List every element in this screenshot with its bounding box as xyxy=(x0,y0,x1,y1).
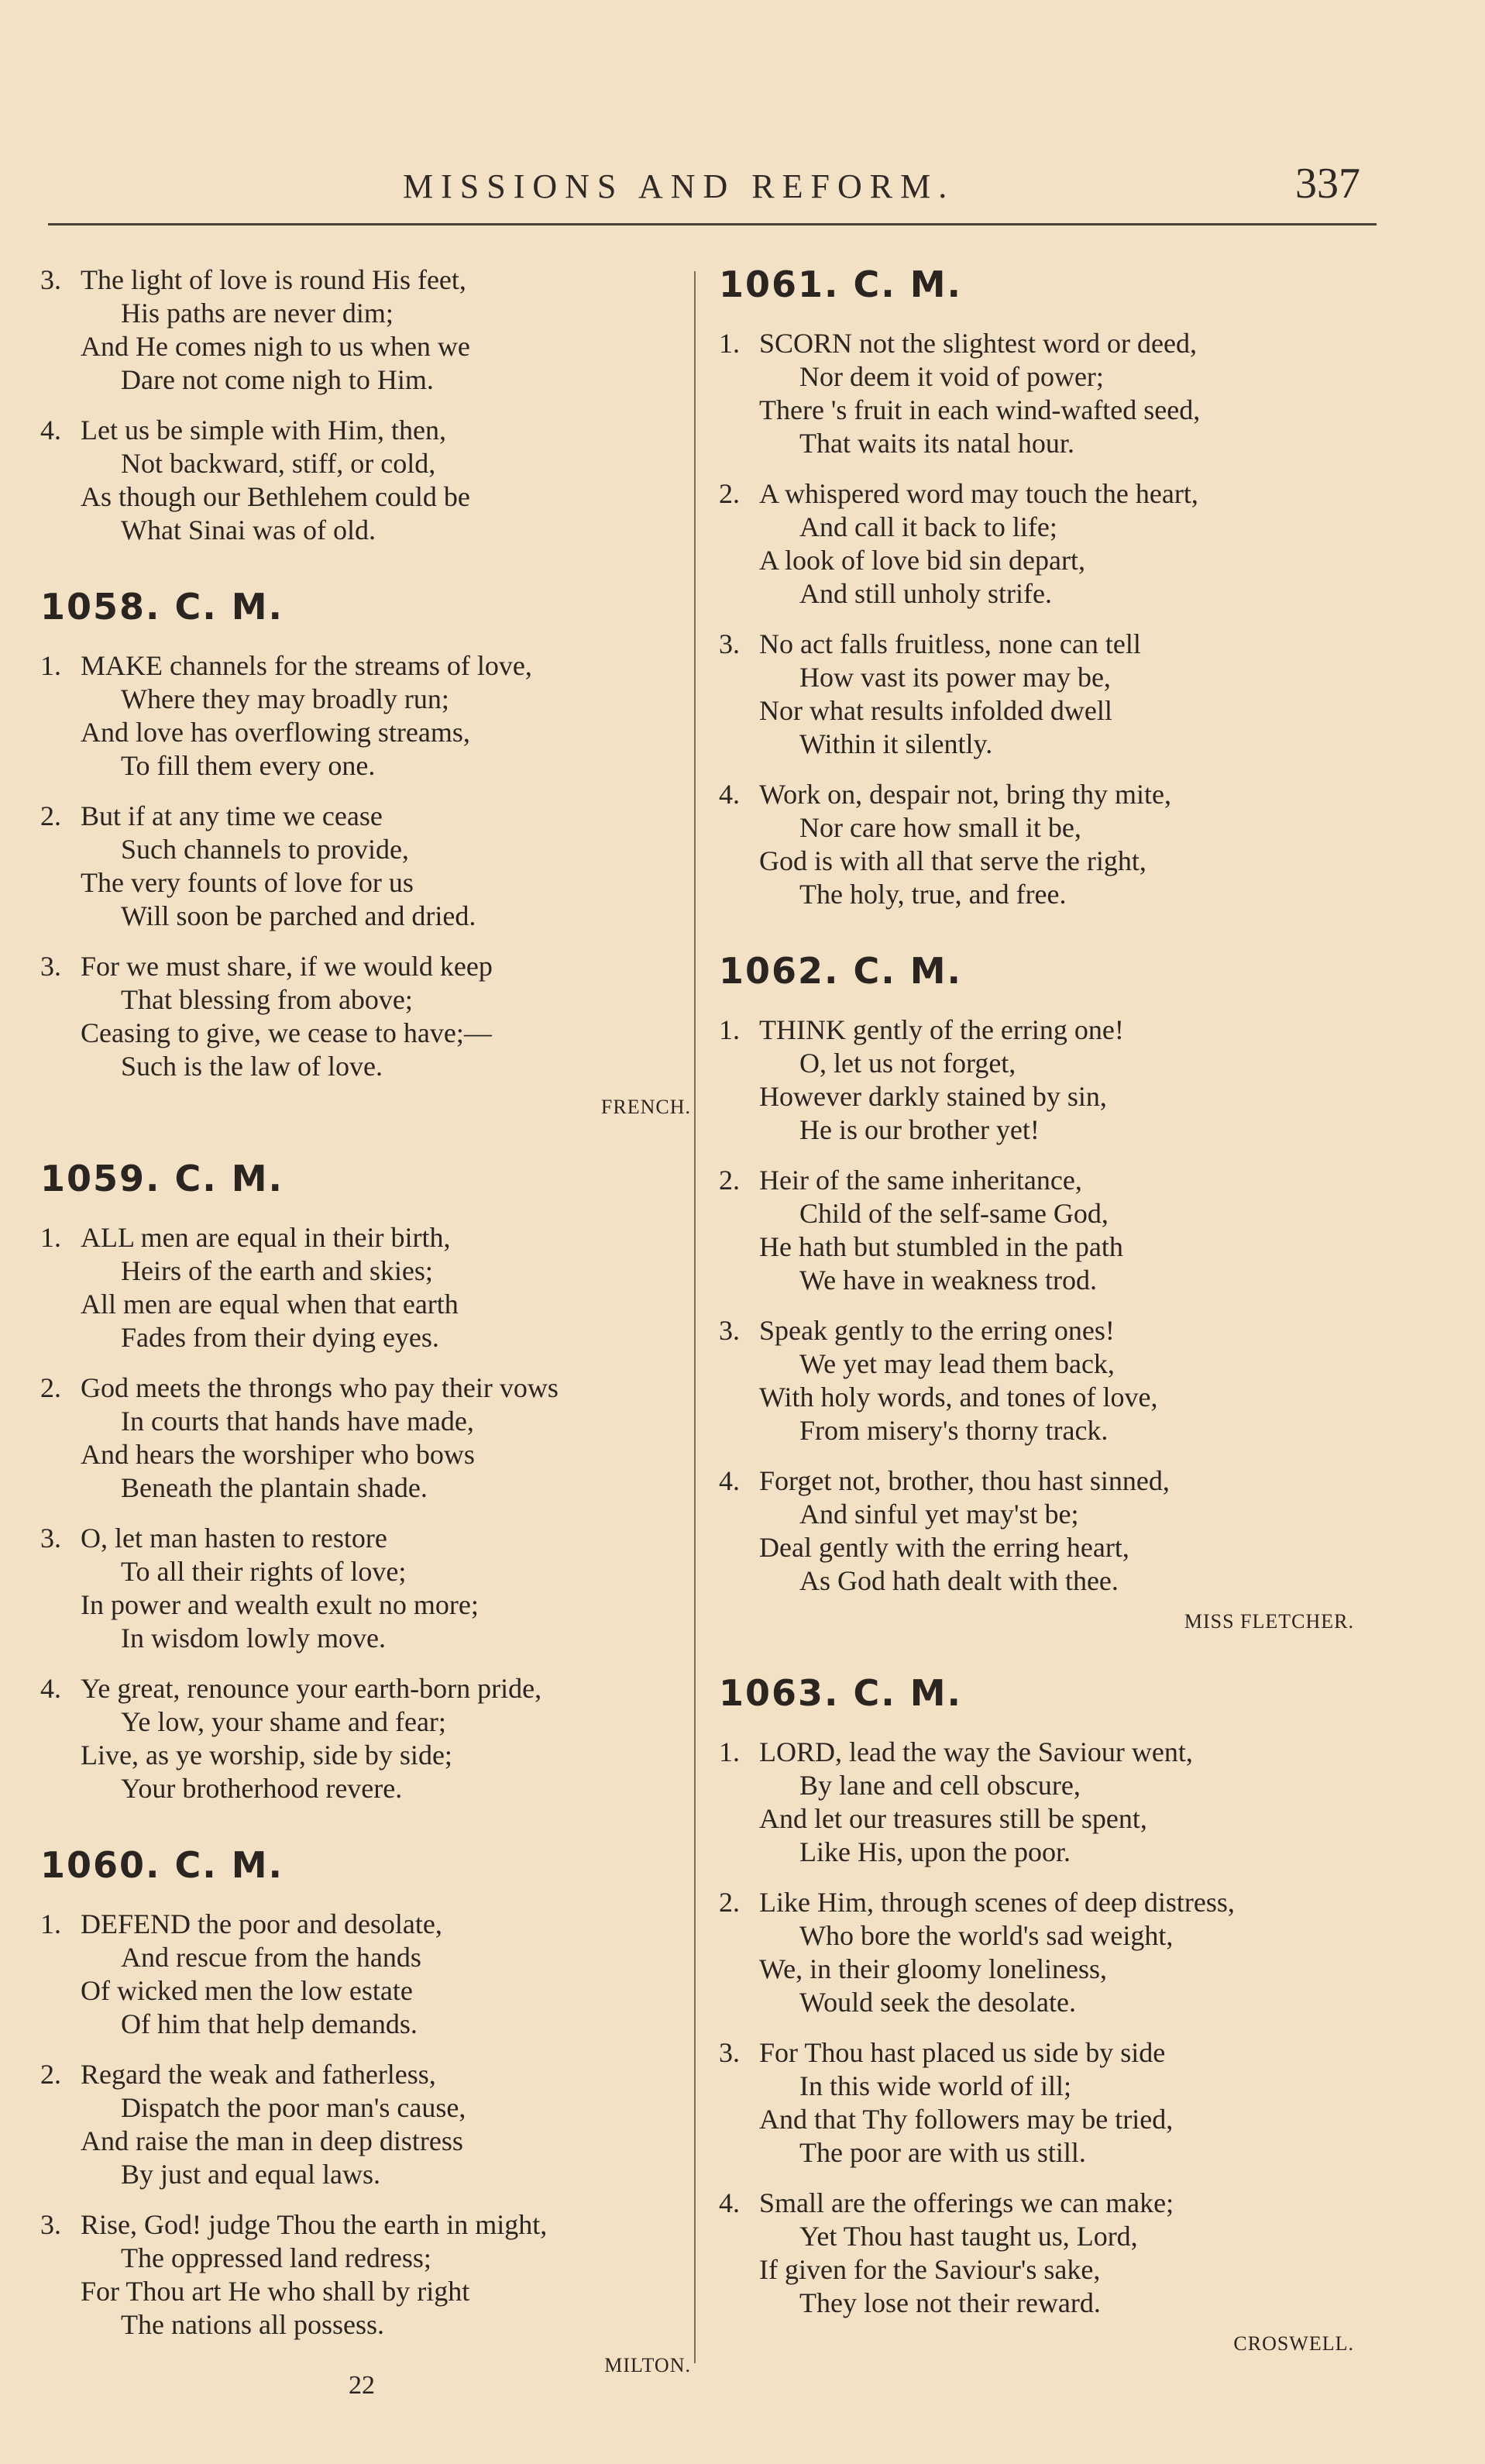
verse-text: Not backward, stiff, or cold, xyxy=(121,448,436,479)
continued-hymn xyxy=(40,263,691,547)
stanza xyxy=(40,2208,691,2342)
verse-text: A whispered word may touch the heart, xyxy=(759,478,1198,509)
verse-line xyxy=(719,1080,1354,1113)
signature-mark: 22 xyxy=(349,2371,375,2400)
verse-line xyxy=(719,511,1354,544)
verse-line xyxy=(40,1672,691,1705)
verse-line xyxy=(719,1531,1354,1564)
page-header xyxy=(0,159,1485,213)
verse-text: How vast its power may be, xyxy=(799,662,1111,693)
verse-text: And sinful yet may'st be; xyxy=(799,1499,1079,1530)
verse-text: Of him that help demands. xyxy=(121,2008,418,2039)
verse-text: O, let man hasten to restore xyxy=(81,1523,387,1554)
column-divider xyxy=(694,271,696,2363)
verse-line xyxy=(719,1047,1354,1080)
hymn-1060 xyxy=(40,1844,691,2377)
verse-line xyxy=(719,1498,1354,1531)
verse-line xyxy=(40,363,691,397)
stanza-number: 3. xyxy=(40,951,61,982)
verse-text: In courts that hands have made, xyxy=(121,1406,474,1437)
verse-line xyxy=(40,2275,691,2308)
verse-line xyxy=(40,2308,691,2342)
verse-line xyxy=(719,628,1354,661)
verse-line xyxy=(719,360,1354,394)
stanza-number: 1. xyxy=(40,1222,61,1253)
verse-line xyxy=(40,1588,691,1622)
verse-text: Within it silently. xyxy=(799,728,993,759)
stanza-number: 4. xyxy=(719,2187,740,2218)
stanza-number: 1. xyxy=(719,1014,740,1045)
verse-line xyxy=(719,1414,1354,1447)
verse-line xyxy=(719,1347,1354,1381)
verse-text: And rescue from the hands xyxy=(121,1942,421,1973)
hymn-1062 xyxy=(719,950,1354,1633)
verse-text: The very founts of love for us xyxy=(81,867,414,898)
verse-line xyxy=(719,811,1354,845)
verse-text: For Thou hast placed us side by side xyxy=(759,2037,1166,2068)
verse-text: We have in weakness trod. xyxy=(799,1265,1097,1296)
stanza-number: 2. xyxy=(40,2059,61,2090)
verse-line xyxy=(719,577,1354,611)
verse-text: Small are the offerings we can make; xyxy=(759,2187,1174,2218)
running-title: MISSIONS AND REFORM. xyxy=(403,167,955,205)
verse-line xyxy=(40,447,691,480)
author-attribution: MILTON. xyxy=(604,2354,691,2376)
verse-text: As though our Bethlehem could be xyxy=(81,481,470,512)
stanza-number: 3. xyxy=(719,1315,740,1346)
verse-line xyxy=(719,2187,1354,2220)
verse-line xyxy=(40,1705,691,1739)
verse-line xyxy=(40,1471,691,1505)
verse-line xyxy=(40,1254,691,1288)
verse-text: Who bore the world's sad weight, xyxy=(799,1920,1174,1951)
verse-line xyxy=(719,1802,1354,1836)
verse-text: Nor what results infolded dwell xyxy=(759,695,1112,726)
verse-line xyxy=(40,983,691,1017)
verse-line xyxy=(40,833,691,866)
stanza-number: 1. xyxy=(719,1736,740,1767)
verse-text: SCORN not the slightest word or deed, xyxy=(759,328,1197,359)
verse-line xyxy=(719,1230,1354,1264)
verse-line xyxy=(40,297,691,330)
stanza xyxy=(40,263,691,397)
verse-line xyxy=(719,1564,1354,1598)
verse-line xyxy=(719,2136,1354,2170)
verse-text: We, in their gloomy loneliness, xyxy=(759,1953,1108,1984)
verse-line xyxy=(40,649,691,683)
verse-line xyxy=(40,1908,691,1941)
stanza-number: 1. xyxy=(719,328,740,359)
verse-line xyxy=(719,1381,1354,1414)
verse-line xyxy=(40,480,691,514)
verse-line xyxy=(719,2287,1354,2320)
stanza xyxy=(40,1672,691,1805)
verse-line xyxy=(40,1288,691,1321)
verse-text: Will soon be parched and dried. xyxy=(121,900,476,931)
stanza xyxy=(40,1908,691,2041)
hymn-number-heading: 1059. C. M. xyxy=(40,1158,284,1199)
stanza xyxy=(40,800,691,933)
verse-line xyxy=(40,2208,691,2242)
verse-text: And raise the man in deep distress xyxy=(81,2125,463,2156)
verse-line xyxy=(40,1739,691,1772)
verse-text: There 's fruit in each wind-wafted seed, xyxy=(759,394,1201,425)
verse-line xyxy=(40,1438,691,1471)
verse-line xyxy=(719,661,1354,694)
hymn-number-heading: 1063. C. M. xyxy=(719,1672,963,1714)
verse-text: For Thou art He who shall by right xyxy=(81,2276,470,2307)
verse-line xyxy=(40,1017,691,1050)
verse-text: In this wide world of ill; xyxy=(799,2070,1071,2101)
verse-line xyxy=(40,2242,691,2275)
verse-line xyxy=(719,2036,1354,2070)
verse-line xyxy=(40,2058,691,2091)
verse-text: DEFEND the poor and desolate, xyxy=(81,1908,442,1939)
verse-line xyxy=(719,427,1354,460)
verse-text: For we must share, if we would keep xyxy=(81,951,493,982)
verse-text: Where they may broadly run; xyxy=(121,683,449,714)
verse-line xyxy=(719,1736,1354,1769)
verse-text: That waits its natal hour. xyxy=(799,428,1074,459)
verse-text: And call it back to life; xyxy=(799,511,1057,542)
verse-line xyxy=(719,327,1354,360)
verse-text: To all their rights of love; xyxy=(121,1556,407,1587)
verse-text: God is with all that serve the right, xyxy=(759,845,1146,876)
stanza xyxy=(40,1522,691,1655)
verse-text: He hath but stumbled in the path xyxy=(759,1231,1123,1262)
verse-line xyxy=(719,1953,1354,1986)
verse-line xyxy=(40,414,691,447)
verse-text: Child of the self-same God, xyxy=(799,1198,1109,1229)
verse-text: And He comes nigh to us when we xyxy=(81,331,470,362)
stanza-number: 2. xyxy=(719,1165,740,1196)
verse-text: His paths are never dim; xyxy=(121,298,394,329)
author-attribution: MISS FLETCHER. xyxy=(1184,1610,1354,1633)
verse-line xyxy=(40,2091,691,2125)
verse-line xyxy=(40,866,691,900)
verse-text: To fill them every one. xyxy=(121,750,376,781)
verse-text: Heir of the same inheritance, xyxy=(759,1165,1082,1196)
verse-line xyxy=(719,544,1354,577)
verse-line xyxy=(40,1405,691,1438)
stanza-number: 4. xyxy=(40,1673,61,1704)
stanza-number: 4. xyxy=(40,415,61,446)
verse-text: THINK gently of the erring one! xyxy=(759,1014,1124,1045)
verse-text: And hears the worshiper who bows xyxy=(81,1439,475,1470)
header-rule xyxy=(48,223,1377,225)
verse-text: Nor care how small it be, xyxy=(799,812,1081,843)
verse-text: Speak gently to the erring ones! xyxy=(759,1315,1115,1346)
stanza-number: 3. xyxy=(40,264,61,295)
stanza xyxy=(719,1013,1354,1147)
verse-text: Fades from their dying eyes. xyxy=(121,1322,439,1353)
stanza xyxy=(719,2036,1354,2170)
stanza xyxy=(40,649,691,783)
verse-text: Would seek the desolate. xyxy=(799,1987,1076,2018)
verse-line xyxy=(40,1941,691,1974)
verse-line xyxy=(719,1197,1354,1230)
verse-text: Your brotherhood revere. xyxy=(121,1773,403,1804)
verse-line xyxy=(719,1986,1354,2019)
hymn-1058 xyxy=(40,586,691,1119)
verse-line xyxy=(40,716,691,749)
verse-line xyxy=(719,878,1354,911)
stanza xyxy=(719,2187,1354,2320)
verse-text: And love has overflowing streams, xyxy=(81,717,470,748)
verse-text: That blessing from above; xyxy=(121,984,413,1015)
verse-text: LORD, lead the way the Saviour went, xyxy=(759,1736,1193,1767)
page-number: 337 xyxy=(1295,160,1360,208)
stanza-number: 3. xyxy=(40,1523,61,1554)
verse-text: However darkly stained by sin, xyxy=(759,1081,1107,1112)
verse-text: Dare not come nigh to Him. xyxy=(121,364,434,395)
stanza-number: 1. xyxy=(40,650,61,681)
verse-line xyxy=(719,2220,1354,2253)
stanza-number: 4. xyxy=(719,1465,740,1496)
verse-text: He is our brother yet! xyxy=(799,1114,1040,1145)
verse-line xyxy=(40,1050,691,1083)
verse-line xyxy=(40,900,691,933)
verse-line xyxy=(719,394,1354,427)
hymn-number-heading: 1062. C. M. xyxy=(719,950,963,992)
verse-text: Like His, upon the poor. xyxy=(799,1836,1071,1867)
verse-line xyxy=(40,263,691,297)
verse-line xyxy=(40,950,691,983)
stanza xyxy=(40,414,691,547)
verse-text: Regard the weak and fatherless, xyxy=(81,2059,436,2090)
stanza-number: 2. xyxy=(40,800,61,831)
verse-text: From misery's thorny track. xyxy=(799,1415,1109,1446)
author-attribution: CROSWELL. xyxy=(1233,2332,1354,2355)
verse-text: ALL men are equal in their birth, xyxy=(81,1222,451,1253)
stanza xyxy=(719,1736,1354,1869)
verse-text: God meets the throngs who pay their vows xyxy=(81,1372,559,1403)
verse-text: In power and wealth exult no more; xyxy=(81,1589,479,1620)
stanza-number: 3. xyxy=(40,2209,61,2240)
stanza-number: 1. xyxy=(40,1908,61,1939)
stanza xyxy=(719,1314,1354,1447)
verse-line xyxy=(719,845,1354,878)
stanza-number: 4. xyxy=(719,779,740,810)
verse-text: And that Thy followers may be tried, xyxy=(759,2104,1174,2135)
verse-line xyxy=(719,778,1354,811)
verse-text: And let our treasures still be spent, xyxy=(759,1803,1147,1834)
verse-text: Yet Thou hast taught us, Lord, xyxy=(799,2221,1138,2252)
hymn-number-heading: 1061. C. M. xyxy=(719,263,963,305)
verse-line xyxy=(40,2158,691,2191)
verse-line xyxy=(40,514,691,547)
verse-text: Such is the law of love. xyxy=(121,1051,383,1082)
verse-line xyxy=(40,2008,691,2041)
right-column xyxy=(719,263,1354,2356)
stanza xyxy=(719,778,1354,911)
verse-line xyxy=(719,477,1354,511)
verse-line xyxy=(40,1772,691,1805)
verse-text: All men are equal when that earth xyxy=(81,1289,459,1320)
stanza xyxy=(719,327,1354,460)
verse-text: Such channels to provide, xyxy=(121,834,409,865)
stanza xyxy=(719,628,1354,761)
hymn-number-heading: 1058. C. M. xyxy=(40,586,284,628)
verse-line xyxy=(40,683,691,716)
verse-line xyxy=(719,1886,1354,1919)
verse-text: Ye low, your shame and fear; xyxy=(121,1706,446,1737)
verse-text: Rise, God! judge Thou the earth in might, xyxy=(81,2209,548,2240)
verse-text: What Sinai was of old. xyxy=(121,514,376,545)
verse-text: But if at any time we cease xyxy=(81,800,383,831)
verse-text: Let us be simple with Him, then, xyxy=(81,415,446,446)
verse-line xyxy=(40,1522,691,1555)
stanza xyxy=(40,950,691,1083)
verse-text: Heirs of the earth and skies; xyxy=(121,1255,433,1286)
verse-line xyxy=(40,2125,691,2158)
stanza xyxy=(719,1886,1354,2019)
verse-text: Ye great, renounce your earth-born pride, xyxy=(81,1673,542,1704)
verse-text: They lose not their reward. xyxy=(799,2287,1101,2318)
verse-text: We yet may lead them back, xyxy=(799,1348,1115,1379)
verse-text: The oppressed land redress; xyxy=(121,2242,431,2273)
hymn-1059 xyxy=(40,1158,691,1805)
hymn-1061 xyxy=(719,263,1354,911)
verse-line xyxy=(719,2103,1354,2136)
verse-line xyxy=(719,1164,1354,1197)
verse-text: By lane and cell obscure, xyxy=(799,1770,1081,1801)
verse-line xyxy=(40,1371,691,1405)
verse-text: The light of love is round His feet, xyxy=(81,264,466,295)
verse-line xyxy=(40,1321,691,1354)
verse-text: Forget not, brother, thou hast sinned, xyxy=(759,1465,1170,1496)
stanza-number: 3. xyxy=(719,628,740,659)
verse-line xyxy=(719,1113,1354,1147)
verse-text: Beneath the plantain shade. xyxy=(121,1472,428,1503)
verse-text: Nor deem it void of power; xyxy=(799,361,1104,392)
verse-text: If given for the Saviour's sake, xyxy=(759,2254,1101,2285)
verse-text: MAKE channels for the streams of love, xyxy=(81,650,532,681)
stanza xyxy=(40,1221,691,1354)
verse-text: The holy, true, and free. xyxy=(799,879,1067,910)
verse-text: Like Him, through scenes of deep distress, xyxy=(759,1887,1235,1918)
verse-line xyxy=(40,1555,691,1588)
verse-line xyxy=(719,2070,1354,2103)
author-attribution: FRENCH. xyxy=(600,1096,691,1118)
verse-line xyxy=(719,1769,1354,1802)
stanza-number: 2. xyxy=(40,1372,61,1403)
verse-text: By just and equal laws. xyxy=(121,2159,380,2190)
verse-line xyxy=(719,694,1354,728)
stanza xyxy=(719,1164,1354,1297)
left-column xyxy=(40,263,691,2377)
stanza-number: 2. xyxy=(719,478,740,509)
verse-text: No act falls fruitless, none can tell xyxy=(759,628,1141,659)
hymn-number-heading: 1060. C. M. xyxy=(40,1844,284,1886)
verse-text: With holy words, and tones of love, xyxy=(759,1382,1158,1413)
stanza xyxy=(40,1371,691,1505)
verse-text: The poor are with us still. xyxy=(799,2137,1086,2168)
verse-text: A look of love bid sin depart, xyxy=(759,545,1085,576)
verse-line xyxy=(40,330,691,363)
verse-text: Of wicked men the low estate xyxy=(81,1975,413,2006)
verse-text: Ceasing to give, we cease to have;— xyxy=(81,1017,492,1048)
verse-text: Deal gently with the erring heart, xyxy=(759,1532,1129,1563)
stanza xyxy=(40,2058,691,2191)
hymn-1063 xyxy=(719,1672,1354,2356)
verse-line xyxy=(40,1221,691,1254)
verse-line xyxy=(719,1464,1354,1498)
verse-text: As God hath dealt with thee. xyxy=(799,1565,1119,1596)
verse-text: Work on, despair not, bring thy mite, xyxy=(759,779,1172,810)
verse-line xyxy=(719,1013,1354,1047)
verse-text: In wisdom lowly move. xyxy=(121,1623,386,1654)
verse-text: Live, as ye worship, side by side; xyxy=(81,1740,452,1771)
verse-line xyxy=(719,1836,1354,1869)
stanza xyxy=(719,477,1354,611)
verse-line xyxy=(719,1919,1354,1953)
verse-text: And still unholy strife. xyxy=(799,578,1052,609)
verse-line xyxy=(40,1974,691,2008)
verse-line xyxy=(719,1314,1354,1347)
verse-line xyxy=(40,1622,691,1655)
verse-line xyxy=(40,749,691,783)
verse-line xyxy=(719,2253,1354,2287)
stanza-number: 2. xyxy=(719,1887,740,1918)
verse-line xyxy=(40,800,691,833)
verse-text: Dispatch the poor man's cause, xyxy=(121,2092,466,2123)
verse-line xyxy=(719,728,1354,761)
verse-text: The nations all possess. xyxy=(121,2309,384,2340)
stanza-number: 3. xyxy=(719,2037,740,2068)
verse-line xyxy=(719,1264,1354,1297)
stanza xyxy=(719,1464,1354,1598)
verse-text: O, let us not forget, xyxy=(799,1048,1016,1079)
